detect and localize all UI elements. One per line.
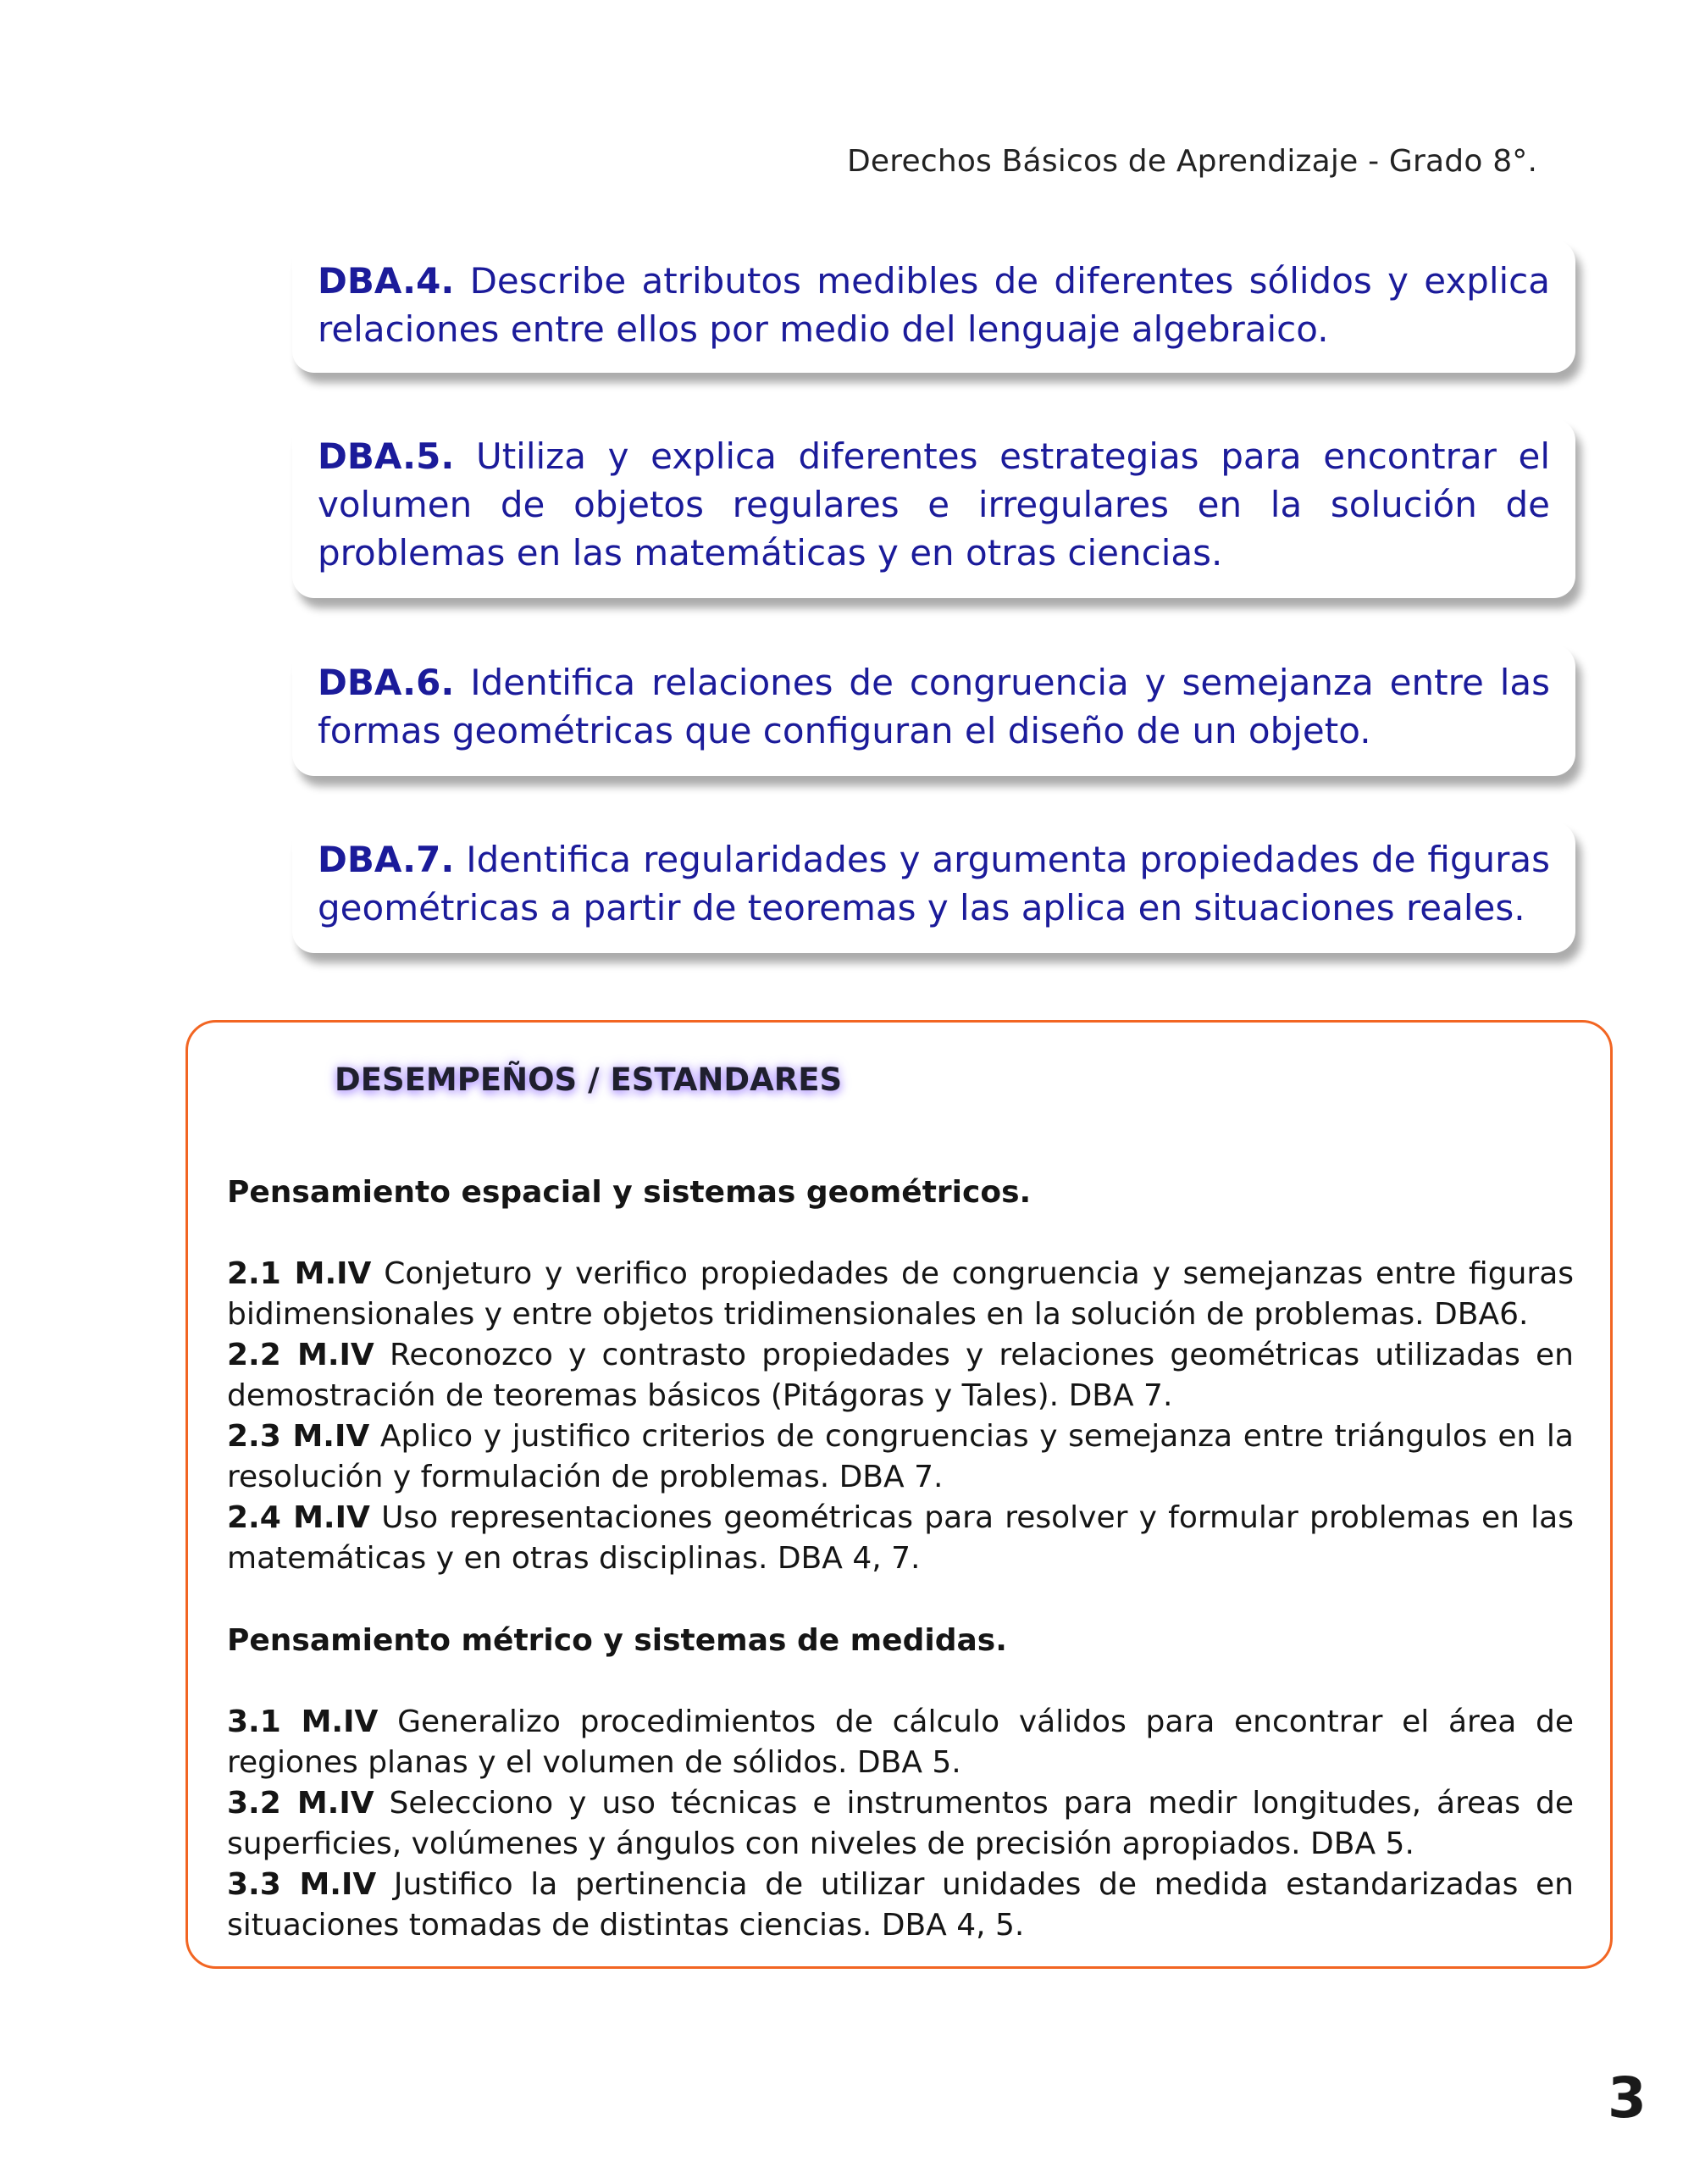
dba-code: DBA.5. bbox=[318, 435, 455, 477]
standard-code: 3.1 M.IV bbox=[227, 1705, 379, 1739]
standards-heading: DESEMPEÑOS / ESTANDARES bbox=[335, 1062, 843, 1098]
dba-card-6 bbox=[292, 645, 1575, 776]
standard-code: 2.1 M.IV bbox=[227, 1256, 372, 1291]
standard-text: Conjeturo y verifico propiedades de congruencia y semejanzas entre figuras bidimensionales y entre objetos tridimensionales en la solución de problemas. DBA6. bbox=[227, 1256, 1575, 1332]
dba-description: Describe atributos medibles de diferentes sólidos y explica relaciones entre ellos por medio del lenguaje algebraico. bbox=[318, 260, 1551, 350]
standard-code: 2.2 M.IV bbox=[227, 1338, 374, 1372]
dba-card-7 bbox=[292, 822, 1575, 953]
page-header-title: Derechos Básicos de Aprendizaje - Grado 8°. bbox=[847, 144, 1538, 179]
dba-card-text bbox=[318, 658, 1550, 755]
standard-code: 3.2 M.IV bbox=[227, 1786, 374, 1821]
dba-card-text bbox=[318, 432, 1550, 577]
standard-item bbox=[227, 1865, 1574, 1946]
standards-section-geometric bbox=[227, 1172, 1574, 1579]
standard-text: Selecciono y uso técnicas e instrumentos para medir longitudes, áreas de superficies, volúmenes y ángulos con niveles de precisión apropiados. DBA 5. bbox=[227, 1786, 1574, 1861]
standard-text: Aplico y justifico criterios de congruencias y semejanza entre triángulos en la resolución y formulación de problemas. DBA 7. bbox=[227, 1419, 1574, 1494]
dba-card-4 bbox=[292, 240, 1575, 373]
section-title: Pensamiento espacial y sistemas geométricos. bbox=[227, 1175, 1032, 1210]
standards-section-metric bbox=[227, 1621, 1574, 1946]
standard-item bbox=[227, 1498, 1574, 1579]
standard-item bbox=[227, 1416, 1574, 1498]
standard-item bbox=[227, 1335, 1574, 1416]
standard-item bbox=[227, 1783, 1574, 1865]
dba-card-text bbox=[318, 835, 1550, 932]
dba-description: Utiliza y explica diferentes estrategias para encontrar el volumen de objetos regulares e irregulares en la solución de problemas en las matemáticas y en otras ciencias. bbox=[318, 435, 1550, 574]
standard-item bbox=[227, 1254, 1574, 1335]
dba-code: DBA.6. bbox=[318, 662, 455, 703]
standard-text: Justifico la pertinencia de utilizar unidades de medida estandarizadas en situaciones tomadas de distintas ciencias. DBA 4, 5. bbox=[227, 1867, 1574, 1943]
standard-text: Uso representaciones geométricas para resolver y formular problemas en las matemáticas y en otras disciplinas. DBA 4, 7. bbox=[227, 1500, 1574, 1576]
standard-item bbox=[227, 1702, 1574, 1783]
dba-card-5 bbox=[292, 419, 1575, 598]
standard-code: 2.4 M.IV bbox=[227, 1500, 370, 1535]
standard-text: Reconozco y contrasto propiedades y relaciones geométricas utilizadas en demostración de teoremas básicos (Pitágoras y Tales). DBA 7. bbox=[227, 1338, 1574, 1413]
dba-code: DBA.7. bbox=[318, 839, 455, 880]
dba-card-text bbox=[318, 257, 1550, 353]
dba-description: Identifica regularidades y argumenta propiedades de figuras geométricas a partir de teoremas y las aplica en situaciones reales. bbox=[318, 839, 1550, 928]
dba-code: DBA.4. bbox=[318, 260, 455, 302]
section-title: Pensamiento métrico y sistemas de medidas. bbox=[227, 1623, 1007, 1658]
standard-code: 2.3 M.IV bbox=[227, 1419, 370, 1454]
standard-text: Generalizo procedimientos de cálculo válidos para encontrar el área de regiones planas y el volumen de sólidos. DBA 5. bbox=[227, 1705, 1574, 1780]
dba-description: Identifica relaciones de congruencia y semejanza entre las formas geométricas que configuran el diseño de un objeto. bbox=[318, 662, 1550, 751]
standard-code: 3.3 M.IV bbox=[227, 1867, 377, 1902]
page-number: 3 bbox=[1608, 2065, 1647, 2131]
